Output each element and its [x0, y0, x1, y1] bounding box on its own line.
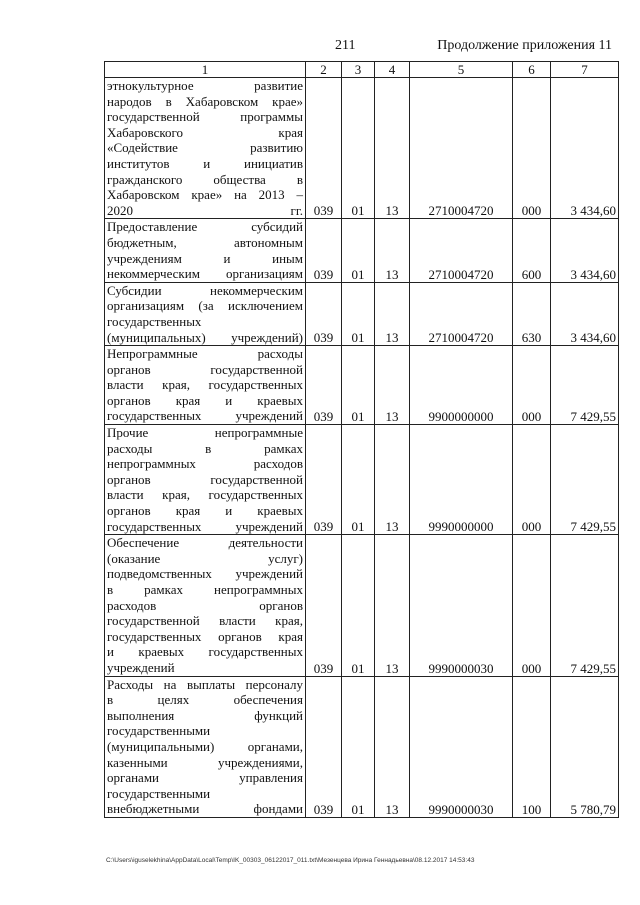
column-header-2: 2 — [306, 62, 342, 78]
expenditure-name-line: органов государственной — [107, 361, 303, 377]
budget-table-body — [105, 78, 619, 818]
expenditure-name-line: и краевых государственных — [107, 644, 303, 660]
table-row — [105, 282, 619, 345]
expenditure-name-line: Предоставление субсидий — [107, 219, 303, 235]
expenditure-name-line: власти края, государственных — [107, 377, 303, 393]
expenditure-name-line: выполнения функций — [107, 707, 303, 723]
expenditure-name-cell — [105, 346, 306, 425]
amount-cell: 5 780,79 — [551, 676, 619, 817]
expenditure-name-line: институтов и инициатив — [107, 155, 303, 171]
file-path-footer: C:\Users\iguselekhina\AppData\Local\Temp\IK_00303_06122017_011.txt\Мезенцева Ирина Геннадьевна\08.12.2017 14:53:43 — [106, 857, 475, 864]
expenditure-name-line: Субсидии некоммерческим — [107, 282, 303, 298]
expenditure-name-line: «Содействие развитию — [107, 140, 303, 156]
column-header-7: 7 — [551, 62, 619, 78]
ministry-code-cell: 039 — [306, 676, 342, 817]
ministry-code-cell: 039 — [306, 219, 342, 282]
expenditure-name-line: государственными — [107, 723, 211, 739]
expenditure-name-line: Расходы на выплаты персоналу — [107, 676, 303, 692]
section-code-cell: 01 — [342, 78, 375, 219]
expenditure-name-cell — [105, 425, 306, 535]
section-code-cell: 01 — [342, 425, 375, 535]
ministry-code-cell: 039 — [306, 425, 342, 535]
section-code-cell: 01 — [342, 535, 375, 676]
amount-cell: 7 429,55 — [551, 346, 619, 425]
expenditure-name-line: государственных учреждений — [107, 408, 303, 424]
expense-type-cell: 000 — [513, 535, 551, 676]
expenditure-name-line: расходов органов — [107, 597, 303, 613]
expense-type-cell: 000 — [513, 78, 551, 219]
expenditure-name-cell — [105, 676, 306, 817]
expenditure-name-line: органов государственной — [107, 471, 303, 487]
expenditure-name-line: непрограммных расходов — [107, 456, 303, 472]
expense-type-cell: 600 — [513, 219, 551, 282]
subsection-code-cell: 13 — [375, 219, 410, 282]
expenditure-name-line: казенными учреждениями, — [107, 754, 303, 770]
expenditure-name-line: органов края и краевых — [107, 503, 303, 519]
expenditure-name-cell — [105, 219, 306, 282]
expense-type-cell: 000 — [513, 346, 551, 425]
expenditure-name-cell — [105, 282, 306, 345]
table-row — [105, 676, 619, 817]
ministry-code-cell: 039 — [306, 346, 342, 425]
section-code-cell: 01 — [342, 676, 375, 817]
expenditure-name-line: гражданского общества в — [107, 171, 303, 187]
expenditure-name-line: подведомственных учреждений — [107, 566, 303, 582]
target-article-cell: 9990000030 — [410, 535, 513, 676]
subsection-code-cell: 13 — [375, 78, 410, 219]
target-article-cell: 2710004720 — [410, 219, 513, 282]
expenditure-name-line: внебюджетными фондами — [107, 801, 303, 817]
target-article-cell: 9900000000 — [410, 346, 513, 425]
table-row — [105, 346, 619, 425]
expenditure-name-line: власти края, государственных — [107, 487, 303, 503]
expenditure-name-cell — [105, 535, 306, 676]
expenditure-name-line: (оказание услуг) — [107, 550, 303, 566]
expenditure-name-line: органов края и краевых — [107, 392, 303, 408]
expenditure-name-line: Прочие непрограммные — [107, 425, 303, 441]
subsection-code-cell: 13 — [375, 346, 410, 425]
column-number-row — [105, 62, 619, 78]
expenditure-name-line: учреждениям и иным — [107, 250, 303, 266]
subsection-code-cell: 13 — [375, 282, 410, 345]
ministry-code-cell: 039 — [306, 78, 342, 219]
expense-type-cell: 000 — [513, 425, 551, 535]
section-code-cell: 01 — [342, 282, 375, 345]
expenditure-name-line: в рамках непрограммных — [107, 582, 303, 597]
target-article-cell: 2710004720 — [410, 282, 513, 345]
amount-cell: 3 434,60 — [551, 219, 619, 282]
column-header-5: 5 — [410, 62, 513, 78]
expenditure-name-line: (муниципальных) учреждений) — [107, 329, 303, 345]
column-header-6: 6 — [513, 62, 551, 78]
table-row — [105, 219, 619, 282]
expenditure-name-line: государственной власти края, — [107, 613, 303, 629]
column-header-3: 3 — [342, 62, 375, 78]
amount-cell: 3 434,60 — [551, 78, 619, 219]
ministry-code-cell: 039 — [306, 535, 342, 676]
expenditure-name-line: некоммерческим организациям — [107, 266, 303, 282]
section-code-cell: 01 — [342, 219, 375, 282]
target-article-cell: 9990000030 — [410, 676, 513, 817]
target-article-cell: 9990000000 — [410, 425, 513, 535]
column-header-1: 1 — [105, 62, 306, 78]
expenditure-name-line: государственных — [107, 313, 202, 329]
subsection-code-cell: 13 — [375, 535, 410, 676]
ministry-code-cell: 039 — [306, 282, 342, 345]
budget-table — [104, 61, 619, 818]
expense-type-cell: 630 — [513, 282, 551, 345]
subsection-code-cell: 13 — [375, 676, 410, 817]
expenditure-name-cell — [105, 78, 306, 219]
expenditure-name-line: этнокультурное развитие — [107, 78, 303, 93]
appendix-continuation-caption: Продолжение приложения 11 — [437, 38, 612, 53]
expenditure-name-line: народов в Хабаровском крае» — [107, 93, 303, 109]
expenditure-name-line: расходы в рамках — [107, 440, 303, 456]
expenditure-name-line: в целях обеспечения — [107, 692, 303, 708]
table-row — [105, 425, 619, 535]
section-code-cell: 01 — [342, 346, 375, 425]
expenditure-name-line: Хабаровского края — [107, 124, 303, 140]
page-number: 211 — [335, 38, 356, 53]
amount-cell: 7 429,55 — [551, 535, 619, 676]
target-article-cell: 2710004720 — [410, 78, 513, 219]
subsection-code-cell: 13 — [375, 425, 410, 535]
expenditure-name-line: (муниципальными) органами, — [107, 738, 303, 754]
column-header-4: 4 — [375, 62, 410, 78]
amount-cell: 7 429,55 — [551, 425, 619, 535]
expenditure-name-line: государственных органов края — [107, 628, 303, 644]
expenditure-name-line: Непрограммные расходы — [107, 346, 303, 362]
expenditure-name-line: Обеспечение деятельности — [107, 535, 303, 551]
expenditure-name-line: 2020 гг. — [107, 202, 303, 218]
expenditure-name-line: организациям (за исключением — [107, 298, 303, 314]
table-row — [105, 78, 619, 219]
expense-type-cell: 100 — [513, 676, 551, 817]
expenditure-name-line: бюджетным, автономным — [107, 234, 303, 250]
expenditure-name-line: государственных учреждений — [107, 518, 303, 534]
expenditure-name-line: учреждений — [107, 659, 175, 675]
expenditure-name-line: государственными — [107, 785, 211, 801]
amount-cell: 3 434,60 — [551, 282, 619, 345]
expenditure-name-line: Хабаровском крае» на 2013 – — [107, 187, 303, 203]
expenditure-name-line: государственной программы — [107, 109, 303, 125]
expenditure-name-line: органами управления — [107, 770, 303, 786]
table-row — [105, 535, 619, 676]
